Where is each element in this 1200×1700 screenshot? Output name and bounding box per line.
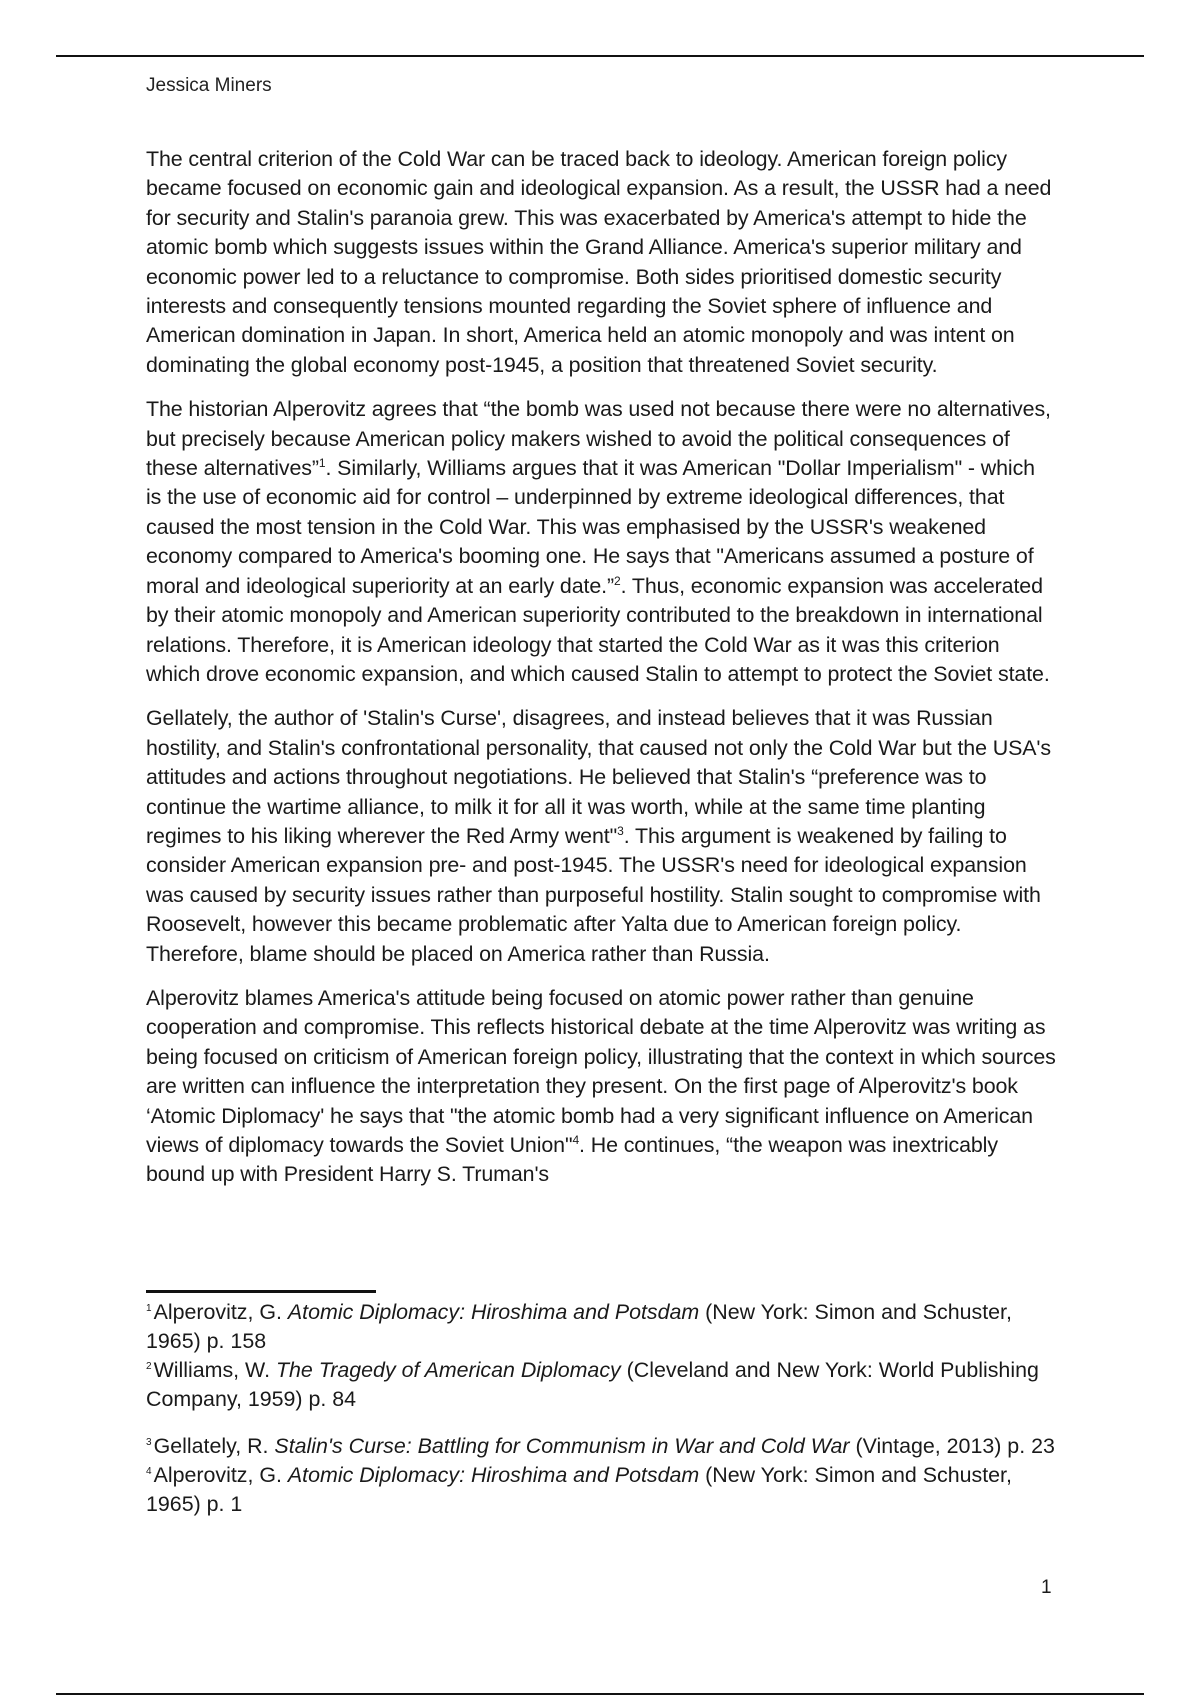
footnote-author: Alperovitz, G.: [153, 1463, 288, 1487]
footnote-ref-1[interactable]: 1: [318, 455, 326, 470]
paragraph-4: [146, 984, 1056, 1190]
footnote-author: Williams, W.: [153, 1358, 276, 1382]
paragraph-4-part-b: . He continues, “the weapon was inextricably bound up with President Harry S. Truman's: [146, 1133, 998, 1187]
paragraph-2: [146, 395, 1056, 689]
page-number: 1: [1041, 1577, 1052, 1598]
essay-body: [146, 145, 1056, 1205]
footnote-1: [146, 1298, 1056, 1356]
footnote-details: (Cleveland and New York: World Publishing Company, 1959) p. 84: [146, 1358, 1039, 1411]
paragraph-4-part-a: Alperovitz blames America's attitude being focused on atomic power rather than genuine cooperation and compromise. This reflects historical debate at the time Alperovitz was writing as being focused on criticism of American foreign policy, illustrating that the context in which sources are written can influence the interpretation they present. On the first page of Alperovitz's book ‘Atomic Diplomacy' he says that "the atomic bomb had a very significant influence on American views of diplomacy towards the Soviet Union": [146, 985, 1056, 1157]
footnote-number: 3: [146, 1436, 152, 1448]
footnote-number: 4: [146, 1465, 152, 1477]
paragraph-1: The central criterion of the Cold War can be traced back to ideology. American foreign policy became focused on economic gain and ideological expansion. As a result, the USSR had a need for security and Stalin's paranoia grew. This was exacerbated by America's attempt to hide the atomic bomb which suggests issues within the Grand Alliance. America's superior military and economic power led to a reluctance to compromise. Both sides prioritised domestic security interests and consequently tensions mounted regarding the Soviet sphere of influence and American domination in Japan. In short, America held an atomic monopoly and was intent on dominating the global economy post-1945, a position that threatened Soviet security.: [146, 147, 1052, 377]
footnote-number: 2: [146, 1360, 152, 1372]
footnote-4: [146, 1461, 1056, 1519]
footnote-title: Stalin's Curse: Battling for Communism in War and Cold War: [274, 1434, 850, 1458]
footnote-title: The Tragedy of American Diplomacy: [275, 1358, 621, 1382]
footnote-details: (New York: Simon and Schuster, 1965) p. 158: [146, 1300, 1012, 1353]
author-name: Jessica Miners: [146, 75, 272, 96]
footnote-ref-2[interactable]: 2: [614, 573, 621, 588]
paragraph-3-part-b: . This argument is weakened by failing to consider American expansion pre- and post-1945. The USSR's need for ideological expansion was caused by security issues rather than purposeful hostility. Stalin sought to compromise with Roosevelt, however this became problematic after Yalta due to American foreign policy. Therefore, blame should be placed on America rather than Russia.: [146, 823, 1041, 966]
paragraph-3: [146, 704, 1056, 969]
footnote-author: Gellately, R.: [153, 1434, 275, 1458]
footnote-title: Atomic Diplomacy: Hiroshima and Potsdam: [287, 1300, 700, 1324]
footnote-details: (New York: Simon and Schuster, 1965) p. 1: [146, 1463, 1012, 1516]
footnotes: [146, 1298, 1056, 1519]
footnote-number: 1: [146, 1302, 152, 1314]
header-rule: [56, 55, 1144, 57]
footnote-3: [146, 1432, 1056, 1461]
paragraph-2-part-b: . Similarly, Williams argues that it was American "Dollar Imperialism" - which is the use of economic aid for control – underpinned by extreme ideological differences, that caused the most tension in the Cold War. This was emphasised by the USSR's weakened economy compared to America's booming one. He says that "Americans assumed a posture of moral and ideological superiority at an early date.”: [146, 456, 1035, 598]
footnote-details: (Vintage, 2013) p. 23: [849, 1434, 1055, 1458]
footnote-separator: [146, 1290, 376, 1293]
footnote-author: Alperovitz, G.: [153, 1300, 288, 1324]
footnote-2: [146, 1356, 1056, 1414]
footnote-ref-4[interactable]: 4: [572, 1132, 580, 1147]
footnote-ref-3[interactable]: 3: [617, 823, 624, 838]
footer-rule: [56, 1693, 1144, 1695]
paragraph-2-part-a: The historian Alperovitz agrees that “the bomb was used not because there were no alternatives, but precisely because American policy makers wished to avoid the political consequences of these alternatives”: [146, 397, 1051, 481]
footnote-title: Atomic Diplomacy: Hiroshima and Potsdam: [287, 1463, 700, 1487]
paragraph-2-part-c: . Thus, economic expansion was accelerated by their atomic monopoly and American superiority contributed to the breakdown in international relations. Therefore, it is American ideology that started the Cold War as it was this criterion which drove economic expansion, and which caused Stalin to attempt to protect the Soviet state.: [146, 573, 1050, 686]
paragraph-3-part-a: Gellately, the author of 'Stalin's Curse', disagrees, and instead believes that it was Russian hostility, and Stalin's confrontational personality, that caused not only the Cold War but the USA's attitudes and actions throughout negotiations. He believed that Stalin's “preference was to continue the wartime alliance, to milk it for all it was worth, while at the same time planting regimes to his liking wherever the Red Army went": [146, 706, 1051, 848]
